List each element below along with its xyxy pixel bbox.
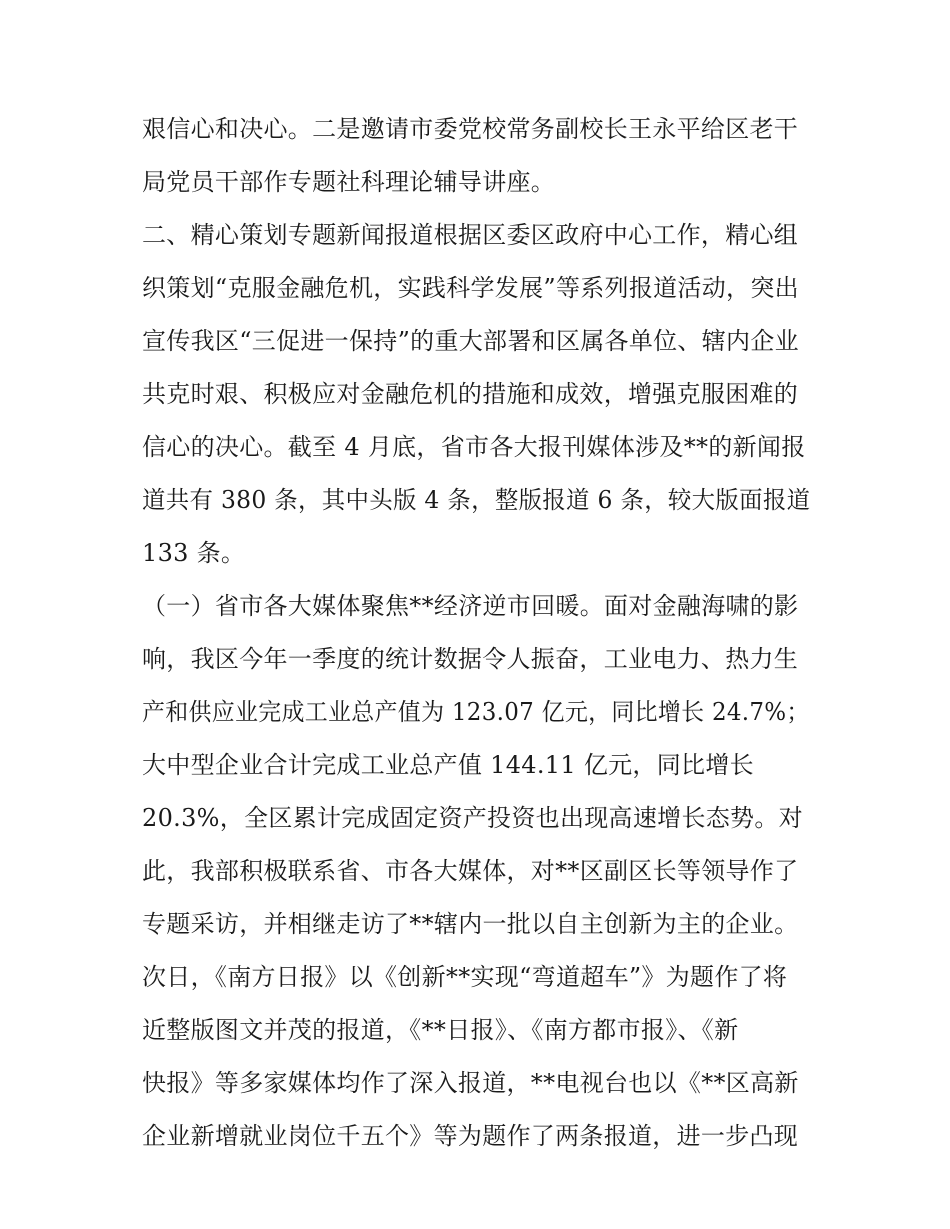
- text-line: 此，我部积极联系省、市各大媒体，对**区副区长等领导作了: [142, 857, 799, 885]
- text-line: 20.3%，全区累计完成固定资产投资也出现高速增长态势。对: [142, 804, 803, 832]
- text-line: 局党员干部作专题社科理论辅导讲座。: [142, 168, 556, 196]
- text-line: 织策划“克服金融危机，实践科学发展”等系列报道活动，突出: [142, 274, 799, 302]
- text-line: 宣传我区“三促进一保持”的重大部署和区属各单位、辖内企业: [142, 327, 799, 355]
- text-line: 近整版图文并茂的报道，《**日报》、《南方都市报》、《新: [142, 1016, 739, 1044]
- text-line: 大中型企业合计完成工业总产值 144.11 亿元，同比增长: [142, 751, 754, 779]
- text-line: 共克时艰、积极应对金融危机的措施和成效，增强克服困难的: [142, 380, 799, 408]
- text-line: 次日，《南方日报》以《创新**实现“弯道超车”》为题作了将: [142, 963, 788, 991]
- text-line: 艰信心和决心。二是邀请市委党校常务副校长王永平给区老干: [142, 115, 799, 143]
- text-line: 企业新增就业岗位千五个》等为题作了两条报道，进一步凸现: [142, 1122, 799, 1150]
- text-line: 专题采访，并相继走访了**辖内一批以自主创新为主的企业。: [142, 910, 799, 938]
- text-line: 二、精心策划专题新闻报道根据区委区政府中心工作，精心组: [142, 221, 799, 249]
- text-line: 道共有 380 条，其中头版 4 条，整版报道 6 条，较大版面报道: [142, 486, 811, 514]
- text-line: 响，我区今年一季度的统计数据令人振奋，工业电力、热力生: [142, 645, 799, 673]
- text-line: 信心的决心。截至 4 月底，省市各大报刊媒体涉及**的新闻报: [142, 433, 806, 461]
- text-line: （一）省市各大媒体聚焦**经济逆市回暖。面对金融海啸的影: [142, 592, 799, 620]
- text-line: 133 条。: [142, 539, 246, 567]
- text-line: 产和供应业完成工业总产值为 123.07 亿元，同比增长 24.7%；: [142, 698, 810, 726]
- text-line: 快报》等多家媒体均作了深入报道，**电视台也以《**区高新: [142, 1069, 799, 1097]
